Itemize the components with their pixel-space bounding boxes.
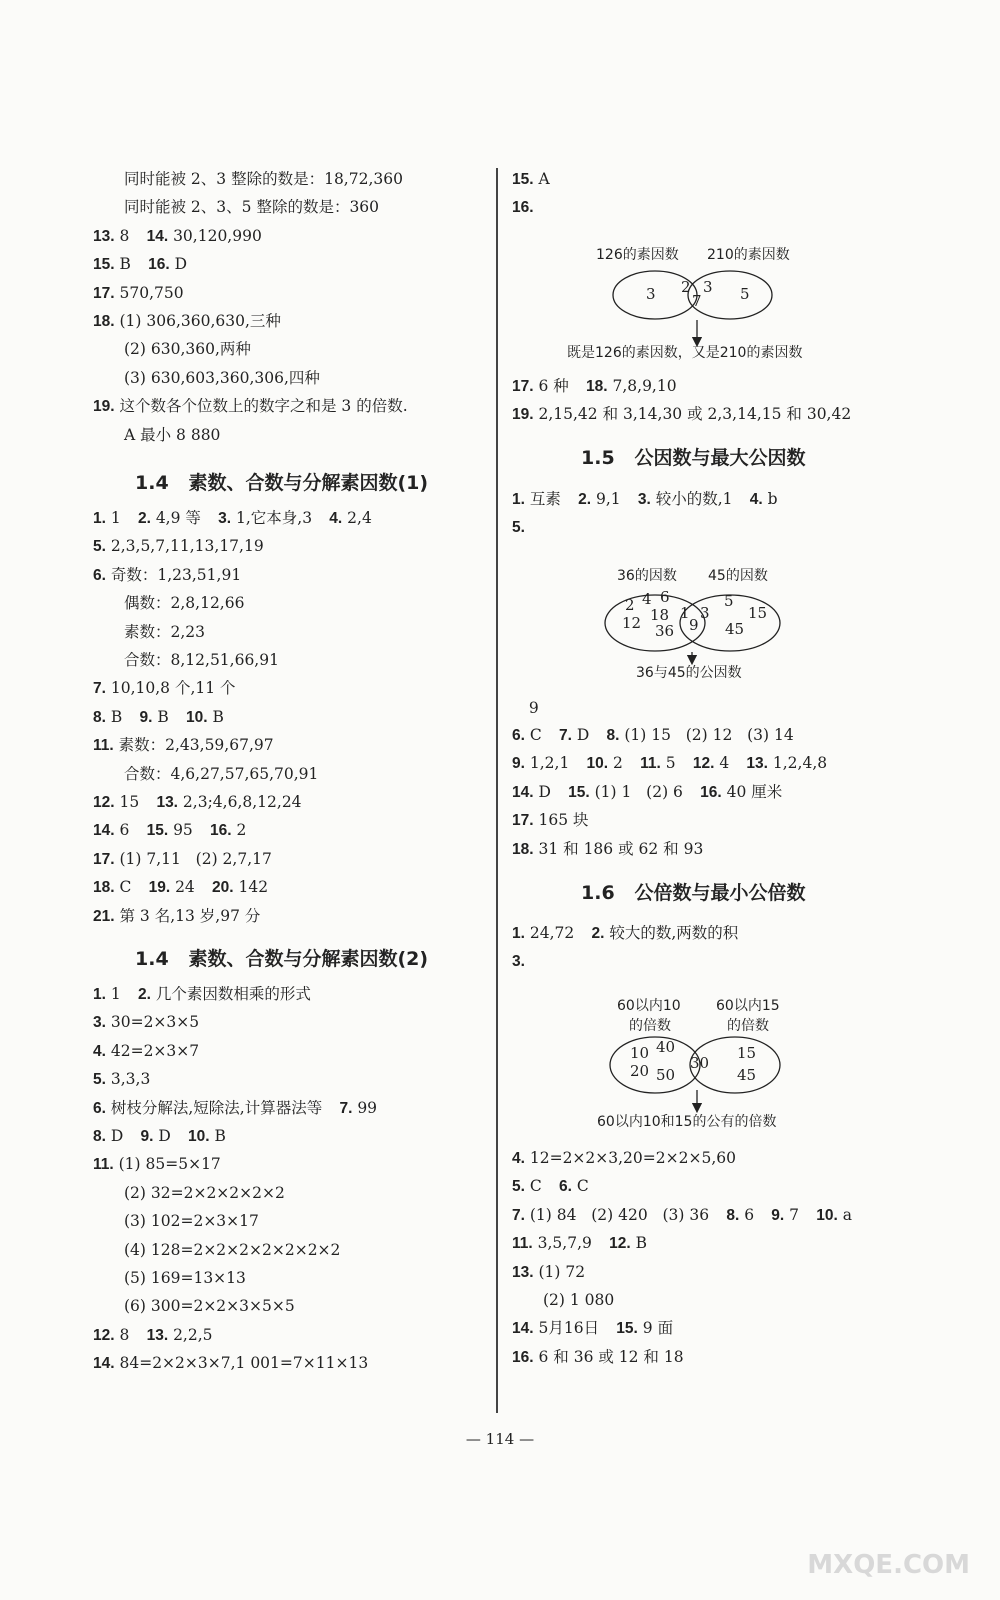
answer-line: (5) 169=13×13	[124, 1269, 246, 1287]
answer-text: 6	[114, 821, 130, 840]
venn3-left-only: 20	[630, 1062, 650, 1080]
answer-line	[512, 752, 827, 775]
question-number: 20.	[194, 879, 234, 897]
question-number: 10.	[799, 1206, 838, 1224]
venn2-left-only: 18	[650, 606, 670, 624]
question-number: 12.	[675, 755, 715, 773]
answer-text: (1) 85=5×17	[113, 1155, 221, 1174]
question-number: 3.	[512, 953, 525, 971]
answer-line	[93, 1011, 199, 1034]
answer-line	[512, 809, 589, 832]
answer-line	[93, 253, 187, 276]
answer-text: 4,9 等	[150, 509, 201, 527]
page-number: — 114 —	[465, 1430, 535, 1448]
question-number: 14.	[93, 822, 115, 840]
answer-text: (1) 72	[533, 1262, 586, 1281]
question-number: 4.	[93, 1042, 106, 1060]
question-number: 12.	[93, 794, 115, 811]
question-number: 16.	[512, 1348, 534, 1366]
answer-text: 42=2×3×7	[105, 1041, 200, 1060]
venn1-right-label: 210的素因数	[707, 247, 790, 263]
answer-line	[93, 791, 302, 814]
venn1-both: 7	[692, 292, 702, 310]
column-divider	[496, 168, 498, 1413]
answer-text: 84=2×2×3×7,1 001=7×11×13	[114, 1354, 369, 1373]
question-number: 8.	[589, 727, 620, 744]
answer-text: 165 块	[533, 811, 589, 830]
answer-line	[512, 922, 738, 945]
answer-text: a	[837, 1205, 852, 1224]
question-number: 14.	[93, 1355, 115, 1373]
answer-line	[93, 535, 264, 558]
answer-text: A	[533, 170, 550, 188]
question-number: 13.	[512, 1263, 534, 1281]
answer-line	[93, 310, 281, 333]
answer-text: 较小的数,1	[650, 490, 733, 508]
watermark: MXQE.COM	[807, 1550, 970, 1580]
question-number: 19.	[131, 879, 171, 897]
answer-text: 2,3;4,6,8,12,24	[178, 793, 302, 811]
answer-text: 9,1	[591, 490, 621, 508]
question-number: 6.	[512, 727, 525, 744]
answer-line: (4) 128=2×2×2×2×2×2×2	[124, 1240, 341, 1259]
venn1-left-label: 126的素因数	[596, 247, 679, 263]
answer-text: 7	[784, 1205, 800, 1224]
question-number: 1.	[93, 510, 106, 527]
answer-text: B	[114, 255, 131, 274]
venn3-left-label: 60以内10	[617, 998, 681, 1014]
answer-line: (6) 300=2×2×3×5×5	[124, 1297, 295, 1316]
answer-text: C	[524, 726, 542, 744]
answer-line	[93, 1068, 150, 1091]
question-number: 7.	[512, 1206, 525, 1224]
answer-text: 99	[352, 1098, 378, 1117]
question-number: 3.	[620, 491, 651, 508]
answer-text: 95	[168, 821, 193, 840]
answer-text: 4	[714, 754, 730, 773]
answer-line	[512, 1147, 736, 1170]
answer-line: 同时能被 2、3 整除的数是：18,72,360	[124, 170, 403, 188]
answer-line	[93, 1097, 377, 1120]
venn2-right-only: 45	[725, 620, 745, 638]
answer-text: 5	[660, 754, 676, 773]
question-number: 14.	[129, 227, 169, 245]
answer-text: 40 厘米	[721, 782, 783, 801]
answer-line	[93, 706, 224, 729]
question-number: 12.	[591, 1235, 631, 1253]
answer-text: 1,2,4,8	[767, 754, 828, 773]
question-number: 2.	[560, 491, 592, 508]
question-number: 9.	[512, 755, 525, 773]
question-number: 18.	[93, 313, 115, 330]
answer-line: 偶数：2,8,12,66	[124, 594, 245, 613]
answer-line	[512, 1317, 673, 1340]
answer-text: 7,8,9,10	[607, 377, 677, 395]
answer-text: (1) 7,11 (2) 2,7,17	[114, 849, 272, 868]
question-number: 8.	[93, 708, 106, 726]
answer-text: 第 3 名,13 岁,97 分	[114, 906, 261, 925]
venn2-both: 9	[689, 616, 699, 634]
question-number: 11.	[622, 755, 661, 773]
question-number: 19.	[512, 406, 534, 424]
question-number: 9.	[754, 1206, 785, 1224]
answer-text: C	[524, 1177, 542, 1196]
answer-line	[93, 1153, 221, 1176]
answer-line	[512, 1346, 684, 1369]
answer-text: 互素	[524, 490, 561, 508]
answer-line	[93, 905, 260, 928]
question-number: 17.	[512, 378, 534, 395]
question-number: 3.	[93, 1014, 106, 1032]
question-number: 10.	[569, 755, 609, 773]
answer-text: 6 种	[533, 377, 569, 395]
answer-text: 12=2×2×3,20=2×2×5,60	[524, 1149, 736, 1167]
answer-text: 奇数：1,23,51,91	[105, 565, 242, 584]
question-number: 9.	[123, 1128, 154, 1145]
question-number: 1.	[512, 925, 525, 942]
answer-text: 9 面	[637, 1319, 674, 1338]
answer-line: 合数：4,6,27,57,65,70,91	[124, 764, 319, 783]
answer-line: 同时能被 2、3、5 整除的数是：360	[124, 198, 380, 217]
answer-line	[512, 516, 525, 539]
answer-line	[512, 950, 525, 973]
answer-line: (2) 630,360,两种	[124, 340, 251, 359]
answer-line	[512, 838, 703, 861]
answer-text: 1	[105, 985, 121, 1003]
question-number: 16.	[192, 822, 232, 840]
answer-text: 30=2×3×5	[105, 1013, 200, 1032]
question-number: 6.	[93, 1099, 106, 1117]
question-number: 6.	[93, 566, 106, 584]
venn2-left-only: 36	[655, 622, 675, 640]
answer-text: 6	[739, 1205, 755, 1224]
venn2-left-only: 2	[625, 596, 635, 614]
answer-text: 这个数各个位数上的数字之和是 3 的倍数.	[114, 397, 408, 416]
answer-line	[93, 819, 246, 842]
venn1-both: 3	[703, 278, 713, 296]
answer-text: B	[209, 1127, 226, 1145]
venn2-right-label: 45的因数	[708, 568, 768, 584]
venn2-left-only: 12	[622, 614, 642, 632]
answer-line	[512, 375, 677, 398]
venn1-left-only: 3	[646, 285, 656, 303]
answer-text: C	[114, 878, 132, 897]
answer-text: (1) 1 (2) 6	[589, 782, 683, 801]
answer-text: 3,5,7,9	[532, 1234, 592, 1253]
question-number: 14.	[512, 783, 534, 801]
venn3-left-circle	[610, 1037, 700, 1093]
answer-line	[93, 225, 262, 248]
question-number: 1.	[512, 491, 525, 508]
answer-line	[512, 1204, 852, 1227]
question-number: 2.	[120, 986, 151, 1003]
question-number: 1.	[93, 986, 106, 1003]
answer-line	[93, 1040, 199, 1063]
answer-text: 1,2,1	[524, 754, 570, 773]
answer-text: (1) 84 (2) 420 (3) 36	[524, 1205, 710, 1224]
answer-line	[512, 196, 534, 219]
section-title-1-5: 1.5 公因数与最大公因数	[581, 447, 806, 469]
answer-line	[512, 403, 851, 426]
answer-text: 15	[114, 793, 140, 811]
answer-text: B	[105, 707, 123, 726]
question-number: 13.	[129, 1326, 169, 1344]
answer-line	[512, 1261, 585, 1284]
answer-text: 570,750	[114, 283, 184, 302]
question-number: 16.	[512, 199, 534, 217]
venn2-left-label: 36的因数	[617, 568, 677, 584]
answer-line	[512, 1175, 589, 1198]
answer-text: 2	[608, 754, 623, 773]
answer-text: 几个素因数相乘的形式	[150, 985, 311, 1003]
answer-text: 31 和 186 或 62 和 93	[533, 839, 704, 858]
answer-line	[93, 734, 274, 757]
question-number: 19.	[93, 398, 115, 416]
question-number: 7.	[541, 727, 572, 744]
question-number: 11.	[93, 737, 114, 755]
question-number: 8.	[93, 1128, 106, 1145]
venn3-right-label: 的倍数	[727, 1018, 769, 1034]
question-number: 7.	[93, 680, 106, 698]
question-number: 7.	[322, 1099, 353, 1117]
question-number: 5.	[93, 538, 106, 556]
venn2-left-only: 4	[642, 590, 652, 608]
question-number: 16.	[130, 256, 170, 274]
section-title-1-4-1: 1.4 素数、合数与分解素因数(1)	[135, 472, 429, 494]
answer-line	[93, 507, 372, 530]
venn1-both: 2	[681, 278, 691, 296]
answer-line: 素数：2,23	[124, 622, 206, 641]
answer-text: 142	[233, 878, 269, 897]
answer-line: 合数：8,12,51,66,91	[124, 651, 279, 669]
answer-text: b	[762, 490, 778, 508]
answer-text: 1	[105, 509, 121, 527]
question-number: 15.	[512, 171, 534, 188]
answer-line	[93, 848, 272, 871]
answer-line	[93, 876, 268, 899]
answer-text: 2,15,42 和 3,14,30 或 2,3,14,15 和 30,42	[533, 405, 852, 424]
venn3-right-only: 45	[737, 1066, 757, 1084]
venn2-right-only: 15	[748, 604, 768, 622]
question-number: 2.	[574, 925, 605, 942]
answer-text: 2,2,5	[168, 1325, 213, 1344]
section-title-1-6: 1.6 公倍数与最小公倍数	[581, 882, 806, 904]
venn2-left-only: 6	[660, 588, 670, 606]
answer-line	[512, 1232, 647, 1255]
question-number: 4.	[732, 491, 763, 508]
answer-line: (2) 32=2×2×2×2×2	[124, 1183, 285, 1202]
question-number: 14.	[512, 1320, 534, 1338]
answer-line: A 最小 8 880	[124, 425, 221, 444]
answer-text: 6 和 36 或 12 和 18	[533, 1347, 684, 1366]
venn3-left-only: 10	[630, 1044, 650, 1062]
question-number: 15.	[129, 822, 169, 840]
answer-text: 2,3,5,7,11,13,17,19	[105, 537, 264, 556]
question-number: 18.	[568, 378, 608, 395]
answer-text: B	[207, 707, 224, 726]
question-number: 15.	[550, 783, 590, 801]
venn3-right-label: 60以内15	[716, 998, 780, 1014]
question-number: 4.	[312, 510, 343, 527]
answer-line	[93, 1125, 226, 1148]
answer-line: (3) 630,603,360,306,四种	[124, 368, 320, 387]
answer-text: 素数：2,43,59,67,97	[113, 736, 274, 755]
question-number: 17.	[512, 812, 534, 830]
answer-line	[512, 781, 782, 804]
question-number: 5.	[93, 1071, 106, 1089]
answer-text: 树枝分解法,短除法,计算器法等	[105, 1098, 323, 1117]
answer-line	[93, 1324, 213, 1347]
question-number: 10.	[170, 1128, 210, 1145]
question-number: 11.	[512, 1235, 533, 1253]
answer-line: (2) 1 080	[543, 1291, 615, 1309]
question-number: 17.	[93, 284, 115, 302]
venn2-both: 3	[700, 604, 710, 622]
answer-text: 2,4	[342, 509, 372, 527]
answer-text: D	[153, 1127, 171, 1145]
answer-text: D	[533, 782, 551, 801]
question-number: 3.	[200, 510, 232, 527]
answer-text: 9	[524, 699, 539, 717]
answer-line	[93, 1352, 368, 1375]
venn3-left-only: 50	[656, 1066, 676, 1084]
answer-text: 5月16日	[533, 1319, 600, 1338]
section-title-1-4-2: 1.4 素数、合数与分解素因数(2)	[135, 948, 429, 970]
venn1-right-only: 5	[740, 285, 750, 303]
answer-text: B	[630, 1234, 647, 1253]
question-number: 4.	[512, 1150, 525, 1167]
venn3-left-only: 40	[656, 1038, 676, 1056]
venn1-caption: 既是126的素因数，又是210的素因数	[567, 345, 803, 361]
answer-line	[93, 677, 236, 700]
answer-line	[93, 983, 311, 1006]
answer-text: 24	[170, 878, 195, 897]
venn3-left-label: 的倍数	[629, 1018, 671, 1034]
question-number: 5.	[512, 519, 525, 537]
question-number: 5.	[512, 1178, 525, 1196]
answer-text: 3,3,3	[105, 1070, 151, 1089]
venn2-both: 1	[680, 604, 690, 622]
answer-line	[93, 282, 184, 305]
answer-text: 8	[114, 1325, 130, 1344]
answer-line	[93, 564, 241, 587]
venn3-both: 30	[690, 1054, 710, 1072]
answer-text: 2	[231, 821, 247, 840]
answer-line	[524, 697, 539, 720]
question-number: 9.	[122, 708, 153, 726]
question-number: 13.	[93, 227, 115, 245]
question-number: 8.	[709, 1206, 740, 1224]
answer-text: C	[571, 1177, 589, 1196]
answer-line	[512, 168, 550, 191]
answer-text: (1) 15 (2) 12 (3) 14	[619, 726, 794, 744]
question-number: 13.	[139, 794, 178, 811]
question-number: 21.	[93, 907, 115, 925]
answer-text: 较大的数,两数的积	[604, 924, 739, 942]
question-number: 13.	[729, 755, 768, 773]
question-number: 2.	[120, 510, 151, 527]
question-number: 17.	[93, 850, 115, 868]
answer-text: 10,10,8 个,11 个	[105, 679, 236, 698]
answer-text: 1,它本身,3	[231, 509, 313, 527]
venn3-caption: 60以内10和15的公有的倍数	[597, 1114, 777, 1130]
answer-line	[512, 724, 794, 747]
question-number: 6.	[541, 1178, 572, 1196]
answer-text: (1) 306,360,630,三种	[114, 312, 281, 330]
answer-text: D	[571, 726, 590, 744]
answer-text: 30,120,990	[168, 226, 262, 245]
question-number: 11.	[93, 1156, 114, 1174]
venn3-right-only: 15	[737, 1044, 757, 1062]
answer-text: 8	[114, 226, 130, 245]
question-number: 12.	[93, 1326, 115, 1344]
question-number: 15.	[93, 256, 115, 274]
venn2-right-only: 5	[724, 592, 734, 610]
answer-line: (3) 102=2×3×17	[124, 1212, 259, 1231]
question-number: 15.	[599, 1320, 638, 1338]
answer-text: B	[152, 707, 169, 726]
question-number: 18.	[512, 840, 534, 858]
answer-text: D	[169, 255, 188, 274]
question-number: 18.	[93, 879, 115, 897]
question-number: 16.	[682, 783, 722, 801]
venn2-caption: 36与45的公因数	[636, 665, 742, 681]
answer-text: D	[105, 1127, 124, 1145]
question-number: 10.	[168, 708, 208, 726]
answer-text: 24,72	[524, 924, 575, 942]
answer-line	[512, 488, 778, 511]
answer-line	[93, 395, 408, 418]
